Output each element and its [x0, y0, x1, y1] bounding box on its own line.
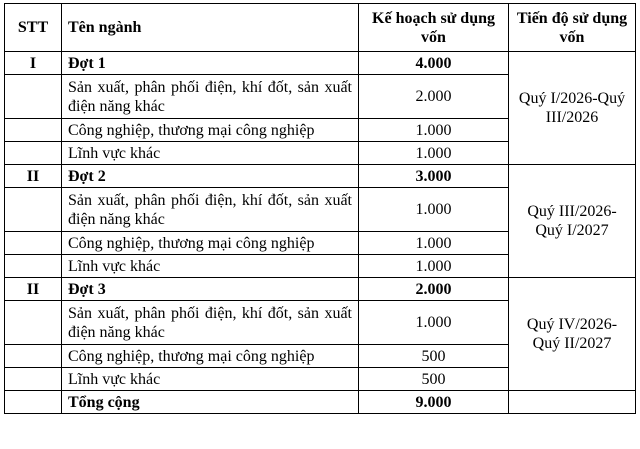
group-stt: II	[5, 165, 62, 188]
header-name: Tên ngành	[62, 4, 359, 52]
group-progress: Quý IV/2026-Quý II/2027	[509, 278, 636, 391]
table-header-row	[5, 4, 636, 52]
total-row	[5, 391, 636, 414]
row-name: Sản xuất, phân phối điện, khí đốt, sản xuất điện năng khác	[62, 301, 359, 345]
row-plan: 500	[359, 368, 509, 391]
row-name: Công nghiệp, thương mại công nghiệp	[62, 232, 359, 255]
group-row	[5, 165, 636, 188]
row-name: Lĩnh vực khác	[62, 255, 359, 278]
row-stt	[5, 119, 62, 142]
row-stt	[5, 255, 62, 278]
row-stt	[5, 142, 62, 165]
row-stt	[5, 75, 62, 119]
row-plan: 1.000	[359, 188, 509, 232]
header-stt: STT	[5, 4, 62, 52]
total-stt	[5, 391, 62, 414]
row-name: Lĩnh vực khác	[62, 368, 359, 391]
row-name: Công nghiệp, thương mại công nghiệp	[62, 345, 359, 368]
group-name: Đợt 1	[62, 52, 359, 75]
row-plan: 1.000	[359, 255, 509, 278]
row-plan: 2.000	[359, 75, 509, 119]
group-stt: II	[5, 278, 62, 301]
row-plan: 1.000	[359, 119, 509, 142]
total-plan: 9.000	[359, 391, 509, 414]
row-stt	[5, 188, 62, 232]
row-plan: 1.000	[359, 142, 509, 165]
row-plan: 1.000	[359, 301, 509, 345]
group-stt: I	[5, 52, 62, 75]
row-name: Công nghiệp, thương mại công nghiệp	[62, 119, 359, 142]
group-progress: Quý III/2026-Quý I/2027	[509, 165, 636, 278]
header-progress: Tiến độ sử dụng vốn	[509, 4, 636, 52]
row-stt	[5, 232, 62, 255]
row-name: Lĩnh vực khác	[62, 142, 359, 165]
row-stt	[5, 345, 62, 368]
group-plan: 4.000	[359, 52, 509, 75]
row-stt	[5, 368, 62, 391]
total-label: Tổng cộng	[62, 391, 359, 414]
row-stt	[5, 301, 62, 345]
group-plan: 2.000	[359, 278, 509, 301]
group-row	[5, 52, 636, 75]
group-progress: Quý I/2026-Quý III/2026	[509, 52, 636, 165]
header-plan: Kế hoạch sử dụng vốn	[359, 4, 509, 52]
row-plan: 500	[359, 345, 509, 368]
row-plan: 1.000	[359, 232, 509, 255]
group-name: Đợt 2	[62, 165, 359, 188]
row-name: Sản xuất, phân phối điện, khí đốt, sản xuất điện năng khác	[62, 188, 359, 232]
group-name: Đợt 3	[62, 278, 359, 301]
total-progress	[509, 391, 636, 414]
group-row	[5, 278, 636, 301]
row-name: Sản xuất, phân phối điện, khí đốt, sản xuất điện năng khác	[62, 75, 359, 119]
capital-plan-table	[4, 3, 636, 414]
group-plan: 3.000	[359, 165, 509, 188]
